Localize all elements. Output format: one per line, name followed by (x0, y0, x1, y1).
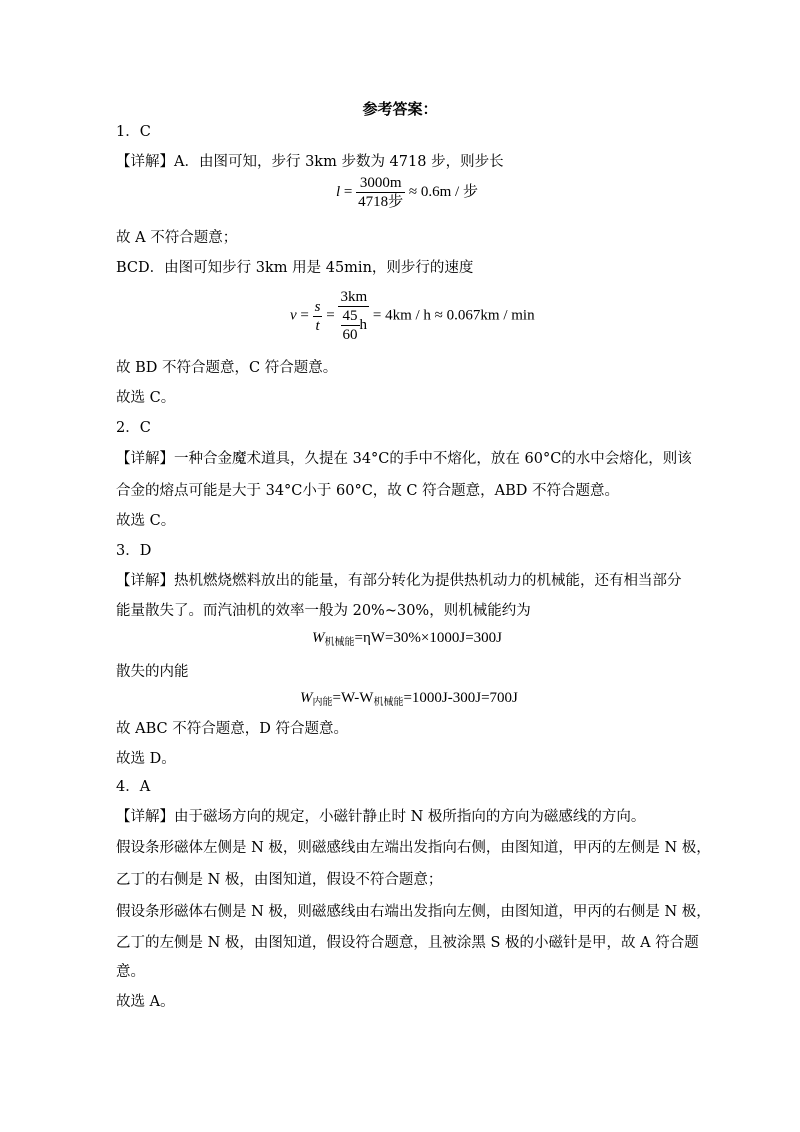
fraction: $\frac{s}{t}$ (314, 298, 321, 334)
answer-4-heading: 4．A (116, 779, 151, 795)
answer-4-choice: 故选 A。 (116, 994, 175, 1010)
answer-4-detail-6: 意。 (116, 964, 145, 980)
nested-fraction: $\frac{45}{60}$ (342, 308, 358, 343)
fraction: 3km $\frac{45}{60}$ h (340, 289, 368, 343)
page-title: 参考答案： (362, 100, 438, 118)
answer-1-line-bd: 故 BD 不符合题意，C 符合题意。 (116, 360, 338, 376)
formula-step-length: l = $\frac{3000m}{\text{4718步}}$ ≈ 0.6m / 步 (336, 175, 478, 210)
answer-3-choice: 故选 D。 (116, 751, 176, 767)
answer-3-detail-3: 散失的内能 (116, 664, 189, 680)
answer-4-detail-2: 假设条形磁体左侧是 N 极，则磁感线由左端出发指向右侧，由图知道，甲丙的左侧是 N 极， (116, 840, 711, 856)
answer-1-detail: 【详解】A．由图可知，步行 3km 步数为 4718 步，则步长 (116, 154, 504, 170)
answer-4-detail-3: 乙丁的右侧是 N 极，由图知道，假设不符合题意； (116, 872, 443, 888)
answer-4-detail-5: 乙丁的左侧是 N 极，由图知道，假设符合题意，且被涂黑 S 极的小磁针是甲，故 A 符合题 (116, 935, 699, 951)
answer-3-detail-2: 能量散失了。而汽油机的效率一般为 20%~30%，则机械能约为 (116, 603, 531, 619)
answer-3-heading: 3．D (116, 543, 152, 559)
answer-3-detail-1: 【详解】热机燃烧燃料放出的能量，有部分转化为提供热机动力的机械能，还有相当部分 (116, 573, 682, 589)
answer-1-choice: 故选 C。 (116, 390, 176, 406)
answer-1-line-a: 故 A 不符合题意； (116, 230, 238, 246)
answer-2-choice: 故选 C。 (116, 513, 176, 529)
answer-3-line-abc: 故 ABC 不符合题意，D 符合题意。 (116, 721, 348, 737)
answer-4-detail-1: 【详解】由于磁场方向的规定，小磁针静止时 N 极所指向的方向为磁感线的方向。 (116, 809, 646, 825)
formula-internal-energy: $W_{内能}=W-W_{机械能}=1000J-300J=700J$ (300, 690, 518, 708)
answer-4-detail-4: 假设条形磁体右侧是 N 极，则磁感线由右端出发指向左侧，由图知道，甲丙的右侧是 N 极， (116, 904, 711, 920)
answer-2-heading: 2．C (116, 420, 151, 436)
answer-2-detail-2: 合金的熔点可能是大于 34°C小于 60°C，故 C 符合题意，ABD 不符合题意。 (116, 483, 619, 499)
fraction: $\frac{3000m}{\text{4718步}}$ (358, 175, 404, 210)
formula-speed: v = $\frac{s}{t}$ = 3km $\frac{45}{60}$ h = 4km / h ≈ 0.067km / min (290, 289, 535, 343)
answer-1-heading: 1．C (116, 124, 151, 140)
formula-mechanical-energy: $W_{机械能}=\eta W=30\%\times 1000J=300J$ (312, 630, 503, 648)
answer-2-detail-1: 【详解】一种合金魔术道具，久提在 34°C的手中不熔化，放在 60°C的水中会熔化，则该 (116, 451, 692, 467)
answer-1-line-bcd: BCD．由图可知步行 3km 用是 45min，则步行的速度 (116, 260, 474, 276)
